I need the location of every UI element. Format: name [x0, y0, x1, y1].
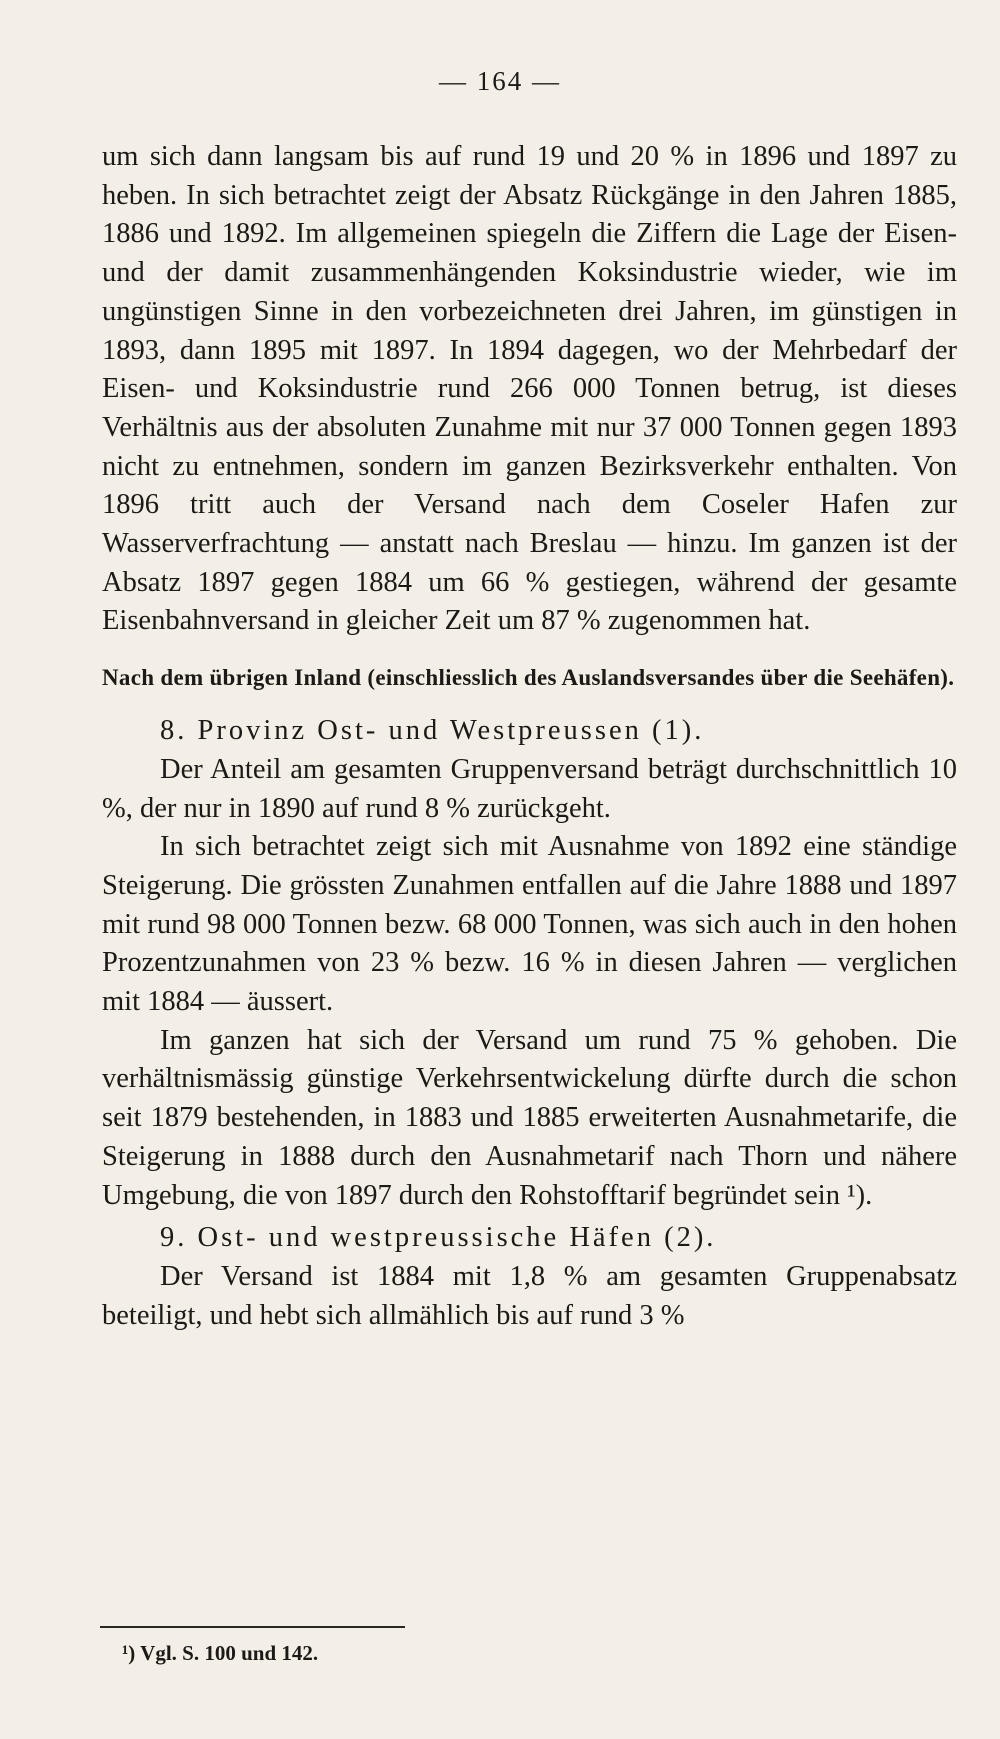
paragraph-continuation: um sich dann langsam bis auf rund 19 und 20 % in 1896 und 1897 zu heben. In sich betrachtet zeigt der Absatz Rückgänge in den Jahren 1885, 1886 und 1892. Im allgemeinen spiegeln die Ziffern die Lage der Eisen- und der damit zusammenhängenden Koksindustrie wieder, wie im ungünstigen Sinne in den vorbezeichneten drei Jahren, im günstigen in 1893, dann 1895 mit 1897. In 1894 dagegen, wo der Mehrbedarf der Eisen- und Koksindustrie rund 266 000 Tonnen betrug, ist dieses Verhältnis aus der absoluten Zunahme mit nur 37 000 Tonnen gegen 1893 nicht zu entnehmen, sondern im ganzen Bezirksverkehr enthalten. Von 1896 tritt auch der Versand nach dem Coseler Hafen zur Wasserverfrachtung — anstatt nach Breslau — hinzu. Im ganzen ist der Absatz 1897 gegen 1884 um 66 % gestiegen, während der gesamte Eisenbahnversand in gleicher Zeit um 87 % zugenommen hat. — [102, 141, 957, 637]
footnote-rule — [100, 1626, 405, 1628]
footnote: ¹) Vgl. S. 100 und 142. — [122, 1641, 319, 1665]
paragraph-versand-gehoben: Im ganzen hat sich der Versand um rund 75 % gehoben. Die verhältnismässig günstige Verkehrsentwickelung dürfte durch die schon seit 1879 bestehenden, in 1883 und 1885 erweiterten Ausnahmetarife, die Steigerung in 1888 durch den Ausnahmetarif nach Thorn und nähere Umgebung, die von 1897 durch den Rohstofftarif begründet sein ¹). — [102, 1024, 957, 1211]
section-heading: Nach dem übrigen Inland (einschliesslich des Auslandsversandes über die Seehäfen). — [102, 665, 955, 691]
paragraph-haefen: Der Versand ist 1884 mit 1,8 % am gesamten Gruppenabsatz beteiligt, und hebt sich allmählich bis auf rund 3 % — [102, 1260, 957, 1331]
body-text — [102, 138, 957, 1335]
page-number: — 164 — — [439, 66, 561, 96]
subheading-8: 8. Provinz Ost- und Westpreussen (1). — [160, 715, 705, 747]
paragraph-anteil: Der Anteil am gesamten Gruppenversand beträgt durchschnittlich 10 %, der nur in 1890 auf rund 8 % zurückgeht. — [102, 753, 957, 824]
paragraph-steigerung: In sich betrachtet zeigt sich mit Ausnahme von 1892 eine ständige Steigerung. Die grössten Zunahmen entfallen auf die Jahre 1888 und 1897 mit rund 98 000 Tonnen bezw. 68 000 Tonnen, was sich auch in den hohen Prozentzunahmen von 23 % bezw. 16 % in diesen Jahren — verglichen mit 1884 — äussert. — [102, 831, 957, 1018]
subheading-9: 9. Ost- und westpreussische Häfen (2). — [160, 1222, 717, 1254]
